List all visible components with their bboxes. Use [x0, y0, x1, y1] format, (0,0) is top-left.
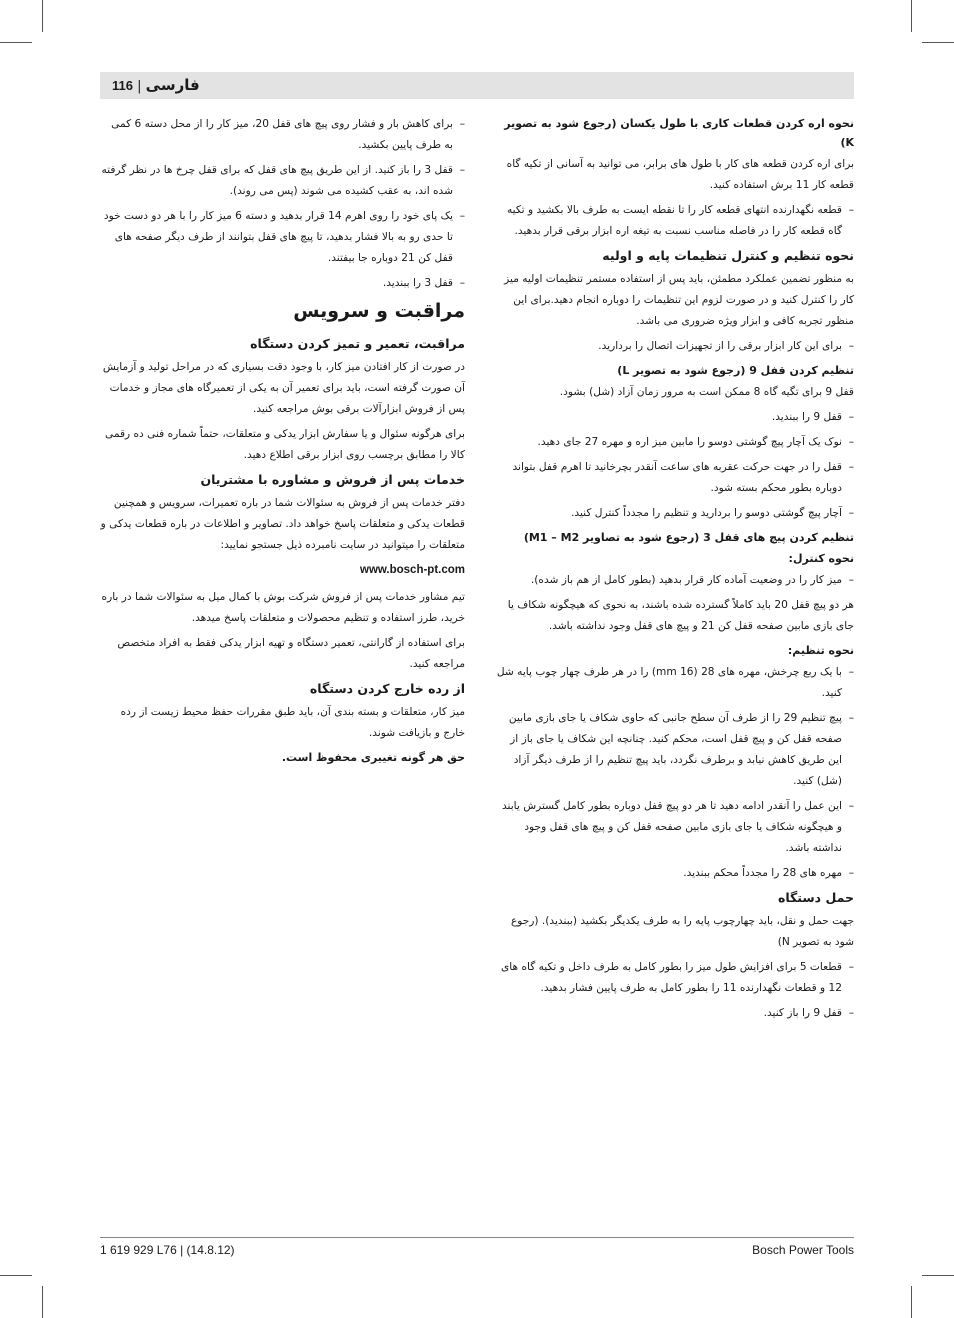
bullet-item: – قفل 9 را باز کنید.	[496, 1003, 854, 1024]
minor-heading: تنظیم کردن پیچ های قفل 3 (رجوع شود به تصاویر M1 – M2)	[523, 531, 854, 544]
subsection-heading: حمل دستگاه	[777, 890, 854, 905]
header-separator: |	[137, 79, 142, 94]
website-link[interactable]: www.bosch-pt.com	[360, 564, 465, 576]
crop-mark	[911, 0, 912, 32]
minor-heading: نحوه اره کردن قطعات کاری با طول یکسان (رجوع شود به تصویر K)	[504, 117, 854, 149]
paragraph: برای هرگونه سئوال و یا سفارش ابزار یدکی و متعلقات، حتماً شماره فنی ده رقمی کالا را مطابق برچسب روی ابزار برقی اطلاع دهید.	[105, 428, 465, 461]
paragraph: در صورت از کار افتادن میز کار، با وجود دقت بسیاری که در مراحل تولید و آزمایش آن صورت گرفته است، باید برای تعمیر آن به یکی از تعمیرگاه های مجاز و خدمات پس از فروش ابزارآلات برقی بوش مراجعه کنید.	[102, 361, 465, 415]
page-number: 116	[112, 78, 133, 93]
paragraph: برای اره کردن قطعه های کار با طول های برابر، می توانید به آسانی از تکیه گاه قطعه کار 11 برش استفاده کنید.	[506, 158, 854, 191]
subsection-heading: مراقبت، تعمیر و تمیز کردن دستگاه	[250, 336, 465, 351]
bullet-item: – آچار پیچ گوشتی دوسو را بردارید و تنظیم را مجدداً کنترل کنید.	[496, 503, 854, 524]
page-header	[112, 76, 200, 94]
paragraph: قفل 9 برای تگیه گاه 8 ممکن است به مرور زمان آزاد (شل) بشود.	[559, 386, 854, 398]
bullet-item: – نوک یک آچار پیچ گوشتی دوسو را مابین میز اره و مهره 27 جای دهید.	[496, 432, 854, 453]
bullet-item: – قطعه نگهدارنده انتهای قطعه کار را تا نقطه ایست به طرف بالا بکشید و تکیه گاه قطعه کار را در فاصله مناسب نسبت به تیغه اره ابزار برقی قرار بدهید.	[496, 200, 854, 242]
crop-mark	[42, 0, 43, 32]
minor-heading: تنظیم کردن قفل 9 (رجوع شود به تصویر L)	[617, 364, 854, 377]
paragraph: برای استفاده از گارانتی، تعمیر دستگاه و تهیه ابزار یدکی فقط به افراد متخصص مراجعه کنید.	[117, 637, 465, 670]
crop-mark	[0, 1275, 32, 1276]
section-heading: مراقبت و سرویس	[293, 300, 465, 322]
bullet-item: – پیچ تنظیم 29 را از طرف آن سطح جانبی که حاوی شکاف یا جای بازی مابین صفحه قفل کن و پیچ قفل است، محکم کنید. چنانچه این شکاف یا جای باز از این طریق کاهش نیابد و برطرف نگردد، باید پیچ تنظیم را از طرف دیگر آزاد (شل) کنید.	[496, 708, 854, 792]
subsection-heading: از رده خارج کردن دستگاه	[309, 681, 465, 696]
footer-doc-number: 1 619 929 L76 | (14.8.12)	[100, 1243, 235, 1257]
bullet-item: – قفل 3 را باز کنید. از این طریق پیچ های قفل که برای قفل چرخ ها در نظر گرفته شده اند، به عقب کشیده می شوند (پس می روند).	[100, 160, 465, 202]
bullet-item: – قفل 9 را ببندید.	[496, 407, 854, 428]
header-language: فارسی	[145, 76, 200, 94]
crop-mark	[0, 42, 32, 43]
left-column	[100, 114, 465, 769]
bullet-item: – قفل 3 را ببندید.	[100, 273, 465, 294]
minor-heading: حق هر گونه تغییری محفوظ است.	[281, 751, 465, 764]
bullet-item: – با یک ربع چرخش، مهره های 28 (16 mm) را در هر طرف چهار چوب پایه شل کنید.	[496, 662, 854, 704]
subsection-heading: خدمات پس از فروش و مشاوره با مشتریان	[200, 472, 465, 487]
bullet-item: – قفل را در جهت حرکت عقربه های ساعت آنقدر بچرخانید تا اهرم قفل بتواند دوباره بطور محکم بسته شود.	[496, 457, 854, 499]
bullet-item: – برای این کار ابزار برقی را از تجهیزات اتصال را بردارید.	[496, 336, 854, 357]
paragraph: تیم مشاور خدمات پس از فروش شرکت بوش با کمال میل به سئوالات شما در باره خرید، طرز استفاده و تنظیم محصولات و متعلقات پاسخ میدهد.	[101, 591, 465, 624]
footer-brand: Bosch Power Tools	[752, 1243, 854, 1257]
footer-rule	[100, 1237, 854, 1238]
paragraph: هر دو پیچ قفل 20 باید کاملاً گسترده شده باشند، به نحوی که هیچگونه شکاف یا جای بازی مابین صفحه قفل کن 21 و پیچ های قفل وجود نداشته باشد.	[507, 599, 854, 632]
subsection-heading: نحوه تنظیم و کنترل تنظیمات پایه و اولیه	[602, 248, 854, 263]
paragraph: دفتر خدمات پس از فروش به سئوالات شما در باره تعمیرات، سرویس و همچنین قطعات یدکی و متعلقات پاسخ خواهد داد. تصاویر و اطلاعات در باره قطعات یدکی و متعلقات را میتوانید در سایت نامبرده ذیل جستجو نمایید:	[100, 497, 465, 551]
bullet-item: – یک پای خود را روی اهرم 14 قرار بدهید و دسته 6 میز کار را با هر دو دست خود تا حدی رو به بالا فشار بدهید، تا پیچ های قفل بتوانند از طرف دیگر صفحه های قفل کن 21 دوباره جا بیفتند.	[100, 206, 465, 269]
crop-mark	[922, 1275, 954, 1276]
bullet-item: – قطعات 5 برای افزایش طول میز را بطور کامل به طرف داخل و تکیه گاه های 12 و قطعات نگهدارنده 11 را بطور کامل به طرف پایین فشار بدهید.	[496, 957, 854, 999]
minor-heading: نحوه تنظیم:	[787, 644, 854, 657]
bullet-item: – این عمل را آنقدر ادامه دهید تا هر دو پیچ قفل دوباره بطور کامل گسترش یابند و هیچگونه شکاف یا جای بازی مابین صفحه قفل کن و پیچ های قفل وجود نداشته باشد.	[496, 796, 854, 859]
minor-heading: نحوه کنترل:	[788, 552, 854, 565]
crop-mark	[911, 1286, 912, 1318]
bullet-item: – برای کاهش بار و فشار روی پیچ های قفل 20، میز کار را از محل دسته 6 کمی به طرف پایین بکشید.	[100, 114, 465, 156]
bullet-item: – میز کار را در وضعیت آماده کار قرار بدهید (بطور کامل از هم باز شده).	[496, 570, 854, 591]
paragraph: جهت حمل و نقل، باید چهارچوب پایه را به طرف یکدیگر بکشید (ببندید). (رجوع شود به تصویر N)	[510, 915, 854, 948]
paragraph: میز کار، متعلقات و بسته بندی آن، باید طبق مقررات حفظ محیط زیست از رده خارج و بازیافت شوند.	[120, 706, 465, 739]
bullet-item: – مهره های 28 را مجدداً محکم ببندید.	[496, 863, 854, 884]
crop-mark	[42, 1286, 43, 1318]
crop-mark	[922, 42, 954, 43]
page-header-bar	[100, 72, 854, 99]
paragraph: به منظور تضمین عملکرد مطمئن، باید پس از استفاده مستمر تنظیمات اولیه میز کار را کنترل کنید و در صورت لزوم این تنظیمات را دوباره انجام دهید.برای این منظور تجربه کافی و ابزار ویژه ضروری می باشد.	[504, 273, 854, 327]
right-column	[496, 114, 854, 1028]
